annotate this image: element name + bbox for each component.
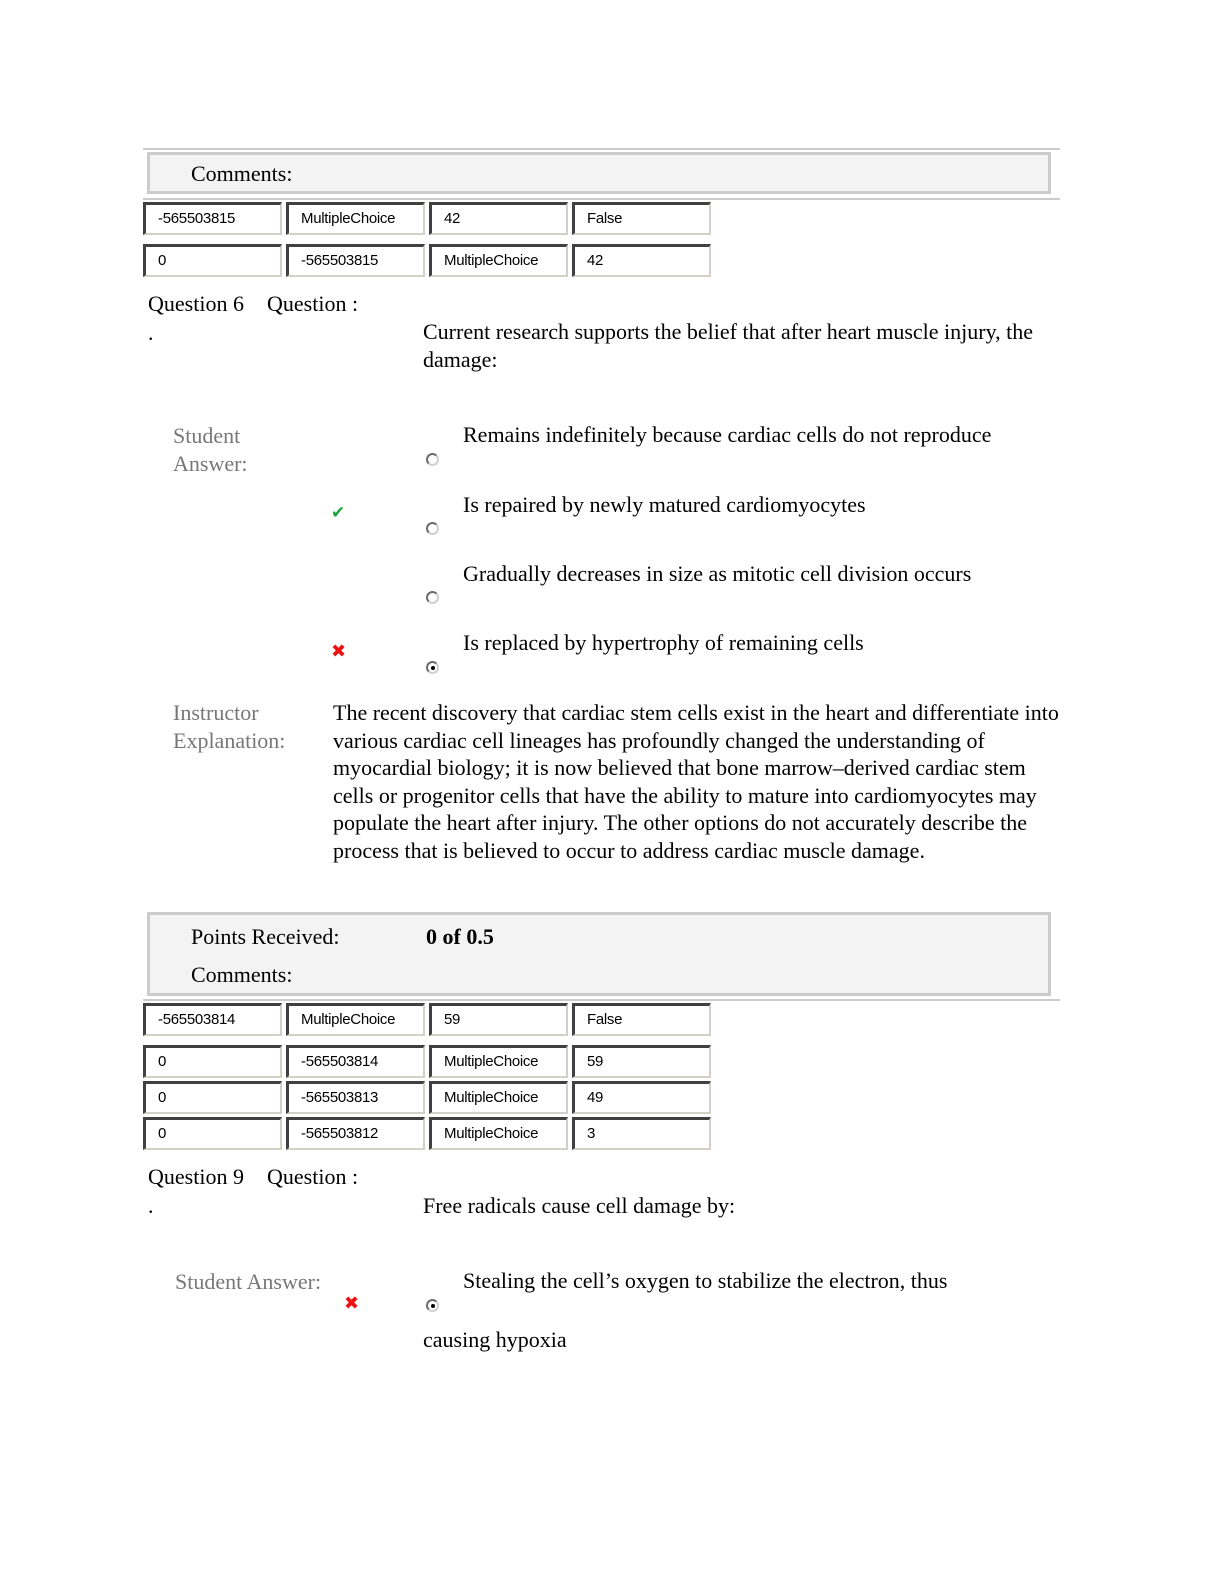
answer-option-text: Gradually decreases in size as mitotic cell division occurs [463, 561, 972, 586]
table-cell: False [572, 1003, 711, 1036]
table-cell: 0 [143, 1117, 282, 1150]
question-label: Question : [267, 291, 359, 316]
table-cell: MultipleChoice [429, 244, 568, 277]
student-answer-label-line1: Student [173, 423, 241, 448]
table-cell: -565503815 [286, 244, 425, 277]
student-answer-label [173, 422, 248, 478]
comments-label: Comments: [191, 161, 293, 186]
answer-option-radio-selected[interactable] [426, 661, 439, 674]
incorrect-x-icon: ✖ [344, 1293, 360, 1314]
answer-option-radio[interactable] [426, 522, 439, 535]
table-cell: False [572, 202, 711, 235]
student-answer-label-line2: Answer: [173, 451, 248, 476]
instructor-label-line1: Instructor [173, 700, 259, 725]
question-number: Question 9 [148, 1164, 244, 1189]
table-cell: 59 [572, 1045, 711, 1078]
data-table-row [143, 1081, 715, 1114]
answer-option-radio[interactable] [426, 453, 439, 466]
comments-label: Comments: [191, 962, 293, 987]
answer-option-text: Stealing the cell’s oxygen to stabilize the electron, thus [463, 1268, 948, 1293]
divider [143, 148, 1060, 150]
table-cell: MultipleChoice [286, 202, 425, 235]
correct-check-icon: ✔ [331, 503, 346, 523]
answer-option-text: Is repaired by newly matured cardiomyocytes [463, 492, 866, 517]
points-received-label: Points Received: [191, 924, 340, 949]
table-cell: 3 [572, 1117, 711, 1150]
table-cell: -565503815 [143, 202, 282, 235]
table-cell: 59 [429, 1003, 568, 1036]
table-cell: MultipleChoice [286, 1003, 425, 1036]
table-cell: 42 [572, 244, 711, 277]
question-dot: . [148, 1193, 154, 1218]
table-cell: -565503813 [286, 1081, 425, 1114]
table-cell: 49 [572, 1081, 711, 1114]
question-text: Free radicals cause cell damage by: [423, 1193, 736, 1218]
points-box [147, 912, 1051, 996]
table-cell: 42 [429, 202, 568, 235]
table-cell: MultipleChoice [429, 1117, 568, 1150]
comments-box [147, 152, 1051, 194]
divider [143, 999, 1060, 1001]
instructor-explanation-label [173, 699, 285, 754]
incorrect-x-icon: ✖ [331, 641, 347, 662]
question-dot: . [148, 320, 154, 345]
points-received-value: 0 of 0.5 [426, 924, 494, 949]
table-cell: -565503812 [286, 1117, 425, 1150]
answer-option-radio-selected[interactable] [426, 1299, 439, 1312]
data-table-row [143, 1003, 715, 1036]
instructor-explanation-text: The recent discovery that cardiac stem cells exist in the heart and differentiate into various cardiac cell lineages has profoundly changed the understanding of myocardial biology; it is now believed that bone marrow–derived cardiac stem cells or progenitor cells that have the ability to mature into cardiomyocytes may populate the heart after injury. The other options do not accurately describe the process that is believed to occur to address cardiac muscle damage. [333, 700, 1059, 863]
data-table-row [143, 1117, 715, 1150]
question-number: Question 6 [148, 291, 244, 316]
table-cell: 0 [143, 1045, 282, 1078]
table-cell: -565503814 [286, 1045, 425, 1078]
table-cell: MultipleChoice [429, 1081, 568, 1114]
data-table-row [143, 244, 715, 277]
answer-option-text-continued: causing hypoxia [423, 1327, 567, 1352]
answer-option-text: Is replaced by hypertrophy of remaining cells [463, 630, 864, 655]
data-table-row [143, 202, 715, 235]
question-label: Question : [267, 1164, 359, 1189]
question-text: Current research supports the belief that after heart muscle injury, the damage: [423, 319, 1034, 372]
answer-option-text: Remains indefinitely because cardiac cells do not reproduce [463, 422, 992, 447]
divider [143, 198, 1060, 200]
table-cell: 0 [143, 244, 282, 277]
table-cell: MultipleChoice [429, 1045, 568, 1078]
instructor-label-line2: Explanation: [173, 727, 286, 753]
answer-option-radio[interactable] [426, 591, 439, 604]
table-cell: 0 [143, 1081, 282, 1114]
student-answer-label: Student Answer: [175, 1269, 322, 1294]
data-table-row [143, 1045, 715, 1078]
table-cell: -565503814 [143, 1003, 282, 1036]
